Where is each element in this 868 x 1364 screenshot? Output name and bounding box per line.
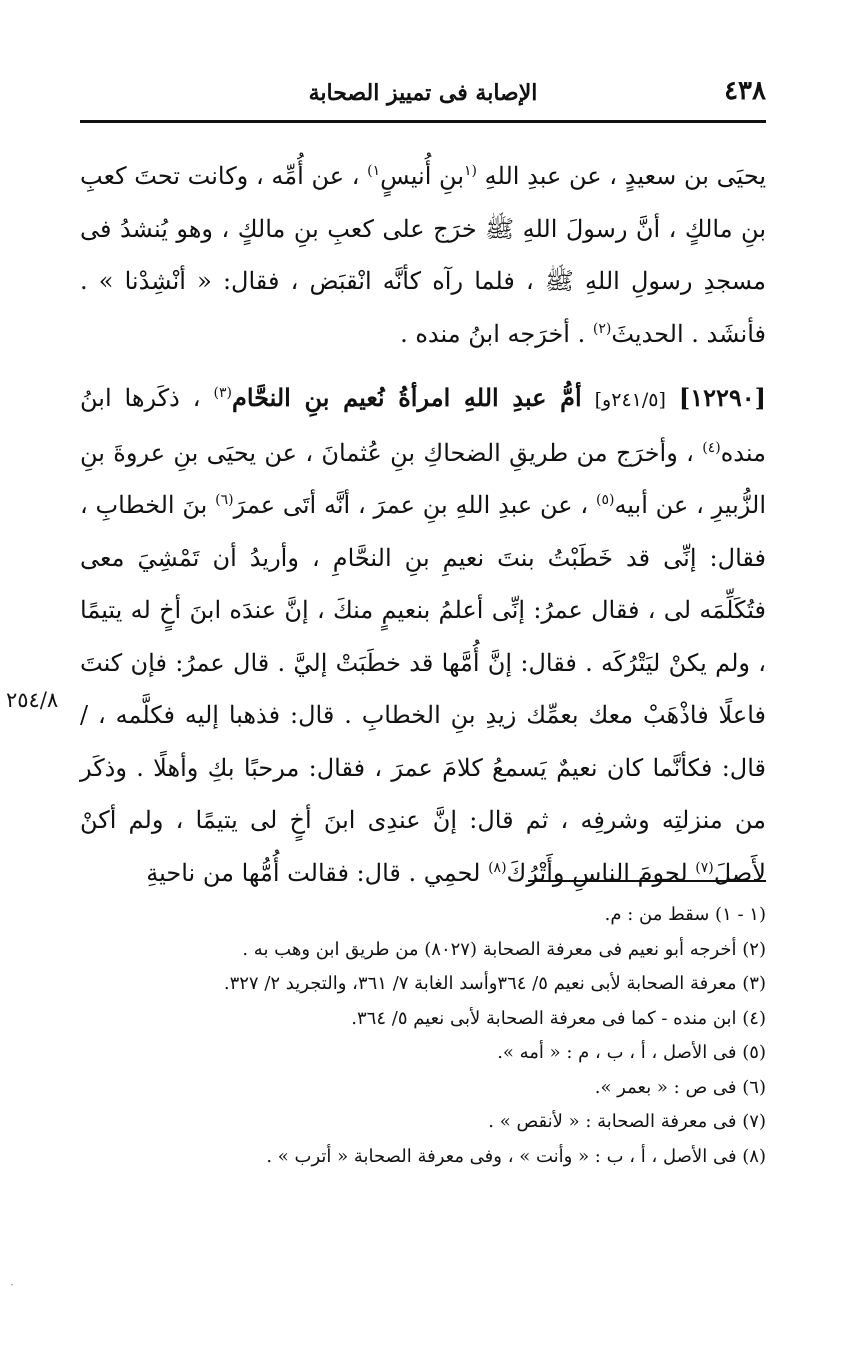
footnote-5: (٥) فى الأصل ، أ ، ب ، م : « أمه ». xyxy=(497,1042,766,1063)
footnote-2: (٢) أخرجه أبو نعيم فى معرفة الصحابة (٨٠٢٧) من طريق ابن وهب به . xyxy=(242,938,766,960)
margin-volume-page: ٢٥٤/٨ xyxy=(6,688,59,712)
text-run: ، عن عبدِ اللهِ بنِ عمرَ ، أنَّه أتَى عمرَ xyxy=(233,491,596,519)
paragraph-2 xyxy=(80,372,766,899)
text-run: ، وأخرَج من طريقِ الضحاكِ بنِ عُثمانَ ، عن يحيَى بنِ عروةَ بنِ الزُّبيرِ ، عن أبيه xyxy=(80,438,766,519)
footnote-marker: (٨) xyxy=(488,859,507,876)
page-number: ٤٣٨ xyxy=(724,76,766,106)
footnote-rule xyxy=(528,880,766,882)
footnote-marker: (٢) xyxy=(592,320,612,337)
footnote-7: (٧) فى معرفة الصحابة : « لأنقص » . xyxy=(488,1111,766,1132)
footnote-marker: (٥) xyxy=(595,492,615,508)
text-run: بنِ أُنيسٍ xyxy=(380,162,464,190)
text-run: لحومَ الناسِ وأَتْرُكَ xyxy=(506,858,696,887)
text-run: يحيَى بن سعيدٍ ، عن عبدِ اللهِ xyxy=(477,162,766,190)
entry-number: [١٢٢٩٠] xyxy=(678,383,766,412)
text-run: ، عن أُمِّه ، وكانت تحتَ كعبِ بنِ مالكٍ ، أنَّ رسولَ اللهِ ﷺ خرَج على كعبِ بنِ مالكٍ ، وهو يُنشدُ فى مسجدِ رسولِ اللهِ ﷺ ، فلما رآه كأنَّه انْقبَض ، فقال: « أنْشِدْنا » . فأنشَد . الحديثَ xyxy=(80,162,766,348)
footnote-1: (١ - ١) سقط من : م. xyxy=(604,904,766,925)
footnote-marker: (٤) xyxy=(702,439,721,456)
running-title: الإصابة فى تمييز الصحابة xyxy=(308,80,538,106)
body-text xyxy=(80,150,766,899)
footnote-8: (٨) فى الأصل ، أ ، ب : « وأنت » ، وفى معرفة الصحابة « أترب » . xyxy=(266,1145,766,1167)
footnote-marker: (٦) xyxy=(215,492,234,508)
text-run: لحمِي . قال: فقالت أُمُّها من ناحيةِ xyxy=(146,858,489,887)
header-rule xyxy=(80,120,766,123)
footnote-4: (٤) ابن منده - كما فى معرفة الصحابة لأبى نعيم ٥/ ٣٦٤. xyxy=(351,1007,766,1029)
footnote-3: (٣) معرفة الصحابة لأبى نعيم ٥/ ٣٦٤وأسد الغابة ٧/ ٣٦١، والتجريد ٢/ ٣٢٧. xyxy=(223,973,766,994)
text-run: . أخرَجه ابنُ منده . xyxy=(400,319,593,348)
footnote-marker: (٣) xyxy=(213,385,232,401)
footnote-marker: (٧) xyxy=(695,859,714,876)
footnotes xyxy=(80,898,766,1174)
page-header xyxy=(80,72,766,112)
entry-name: أمُّ عبدِ اللهِ امرأةُ نُعيم بنِ النحَّام xyxy=(231,383,582,412)
margin-specks: · xyxy=(10,1278,14,1292)
footnote-marker: ١) xyxy=(367,163,381,179)
paragraph-1 xyxy=(80,150,766,360)
manuscript-ref: [٢٤١/٥و] xyxy=(594,389,666,411)
text-run: بنَ الخطابِ ، فقال: إنِّى قد خَطَبْتُ بنتَ نعيمِ بنِ النحَّامِ ، وأريدُ أن تَمْشِيَ معى فتُكَلِّمَه لى ، فقال عمرُ: إنِّى أعلمُ بنعيمٍ منكَ ، إنَّ عندَه ابنَ أخٍ له يتيمًا ، ولم يكنْ ليَتْرُكَه . فقال: إنَّ أُمَّها قد خطَبَتْ إليَّ . قال عمرُ: فإن كنتَ فاعلًا فاذْهَبْ معك بعمِّك زيدِ بنِ الخطابِ . قال: فذهبا إليه فكلَّمه ، /قال: فكأنَّما كان نعيمٌ يَسمعُ كلامَ عمرَ ، فقال: مرحبًا بكِ وأهلًا . وذكَر من منزلتِه وشرفِه ، ثم قال: إنَّ عندِى ابنَ أخٍ لى يتيمًا ، ولم أكنْ لأَصلَ xyxy=(80,491,767,887)
footnote-6: (٦) فى ص : « بعمر ». xyxy=(594,1076,766,1098)
footnote-marker: (١ xyxy=(464,163,477,179)
text-run: ، ذكَرها ابنُ منده xyxy=(80,384,766,467)
